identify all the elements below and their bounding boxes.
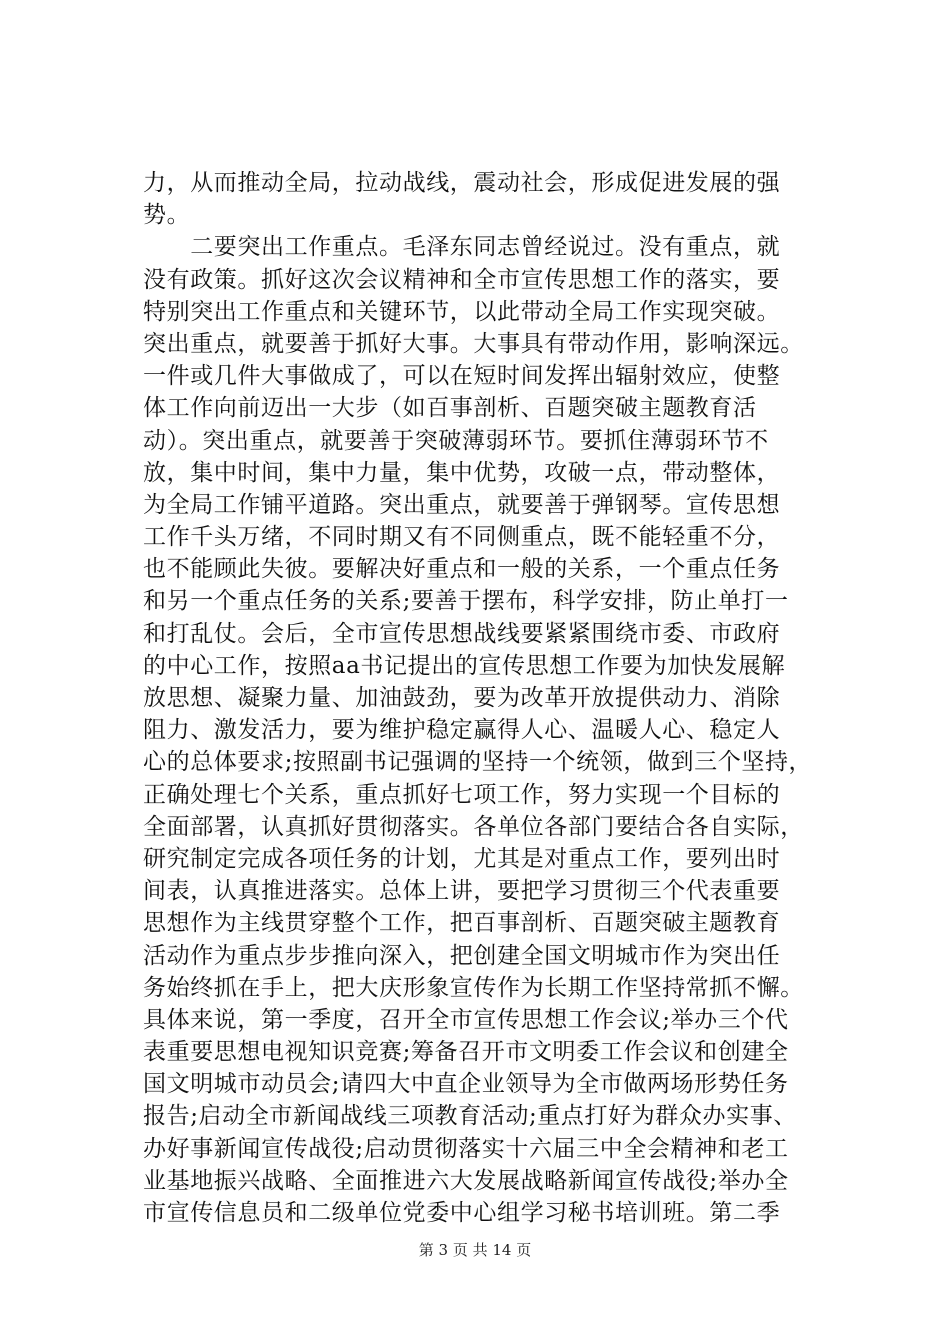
text-line: 业基地振兴战略、全面推进六大发展战略新闻宣传战役;举办全 <box>143 1167 789 1194</box>
text-line: 间表，认真推进落实。总体上讲，要把学习贯彻三个代表重要 <box>143 878 781 905</box>
text-line: 特别突出工作重点和关键环节，以此带动全局工作实现突破。 <box>143 298 781 325</box>
text-line: 为全局工作铺平道路。突出重点，就要善于弹钢琴。宣传思想 <box>143 491 781 518</box>
text-line: 工作千头万绪，不同时期又有不同侧重点，既不能轻重不分， <box>143 524 781 551</box>
text-line: 研究制定完成各项任务的计划，尤其是对重点工作，要列出时 <box>143 845 781 872</box>
text-line: 表重要思想电视知识竞赛;筹备召开市文明委工作会议和创建全 <box>143 1039 789 1066</box>
text-line: 放思想、凝聚力量、加油鼓劲，要为改革开放提供动力、消除 <box>143 685 781 711</box>
text-line: 国文明城市动员会;请四大中直企业领导为全市做两场形势任务 <box>143 1071 789 1098</box>
text-line: 的中心工作，按照aa书记提出的宣传思想工作要为加快发展解 <box>143 652 786 679</box>
text-line: 二要突出工作重点。毛泽东同志曾经说过。没有重点，就 <box>143 234 781 261</box>
text-line: 正确处理七个关系，重点抓好七项工作，努力实现一个目标的 <box>143 781 781 808</box>
text-line: 突出重点，就要善于抓好大事。大事具有带动作用，影响深远。 <box>143 330 804 357</box>
text-line: 活动作为重点步步推向深入，把创建全国文明城市作为突出任 <box>143 942 781 969</box>
text-line: 思想作为主线贯穿整个工作，把百事剖析、百题突破主题教育 <box>143 910 781 937</box>
text-line: 办好事新闻宣传战役;启动贯彻落实十六届三中全会精神和老工 <box>143 1135 789 1162</box>
text-line: 报告;启动全市新闻战线三项教育活动;重点打好为群众办实事、 <box>143 1103 797 1130</box>
page-footer: 第 3 页 共 14 页 <box>418 1241 532 1259</box>
body-text <box>143 167 823 1229</box>
text-line: 心的总体要求;按照副书记强调的坚持一个统领，做到三个坚持， <box>143 749 813 776</box>
text-line: 体工作向前迈出一大步（如百事剖析、百题突破主题教育活 <box>143 395 757 422</box>
text-line: 没有政策。抓好这次会议精神和全市宣传思想工作的落实，要 <box>143 266 781 293</box>
text-line: 一件或几件大事做成了，可以在短时间发挥出辐射效应，使整 <box>143 363 781 390</box>
text-line: 也不能顾此失彼。要解决好重点和一般的关系，一个重点任务 <box>143 556 781 583</box>
text-line: 动）。突出重点，就要善于突破薄弱环节。要抓住薄弱环节不 <box>143 427 769 454</box>
text-line: 务始终抓在手上，把大庆形象宣传作为长期工作坚持常抓不懈。 <box>143 974 804 1001</box>
text-line: 放，集中时间，集中力量，集中优势，攻破一点，带动整体， <box>143 459 781 486</box>
text-line: 市宣传信息员和二级单位党委中心组学习秘书培训班。第二季 <box>143 1200 781 1226</box>
text-line: 势。 <box>143 202 191 229</box>
text-line: 具体来说，第一季度，召开全市宣传思想工作会议;举办三个代 <box>143 1006 789 1033</box>
text-line: 全面部署，认真抓好贯彻落实。各单位各部门要结合各自实际， <box>143 813 804 840</box>
text-line: 和另一个重点任务的关系;要善于摆布，科学安排，防止单打一 <box>143 588 789 615</box>
text-line: 和打乱仗。会后，全市宣传思想战线要紧紧围绕市委、市政府 <box>143 620 781 647</box>
text-line: 力，从而推动全局，拉动战线，震动社会，形成促进发展的强 <box>143 170 781 196</box>
text-line: 阻力、激发活力，要为维护稳定赢得人心、温暖人心、稳定人 <box>143 717 781 744</box>
